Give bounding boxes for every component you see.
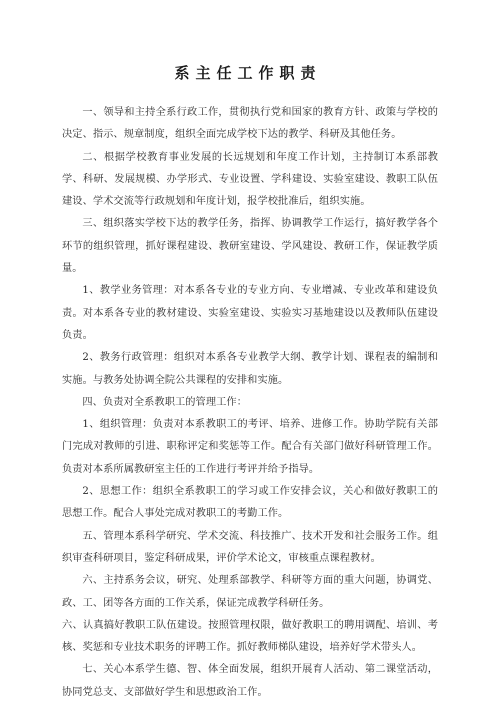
paragraph-5: 2、教务行政管理：组织对本系各专业教学大纲、教学计划、课程表的编制和实施。与教务处协调全院公共课程的安排和实施。 (62, 352, 438, 386)
paragraph-2: 二、根据学校教育事业发展的长远规划和年度工作计划，主持制订本系部教学、科研、发展规模、办学形式、专业设置、学科建设、实验室建设、教职工队伍建设、学术交流等行政规划和年度计划，报学校批准后，组织实施。 (62, 151, 438, 208)
paragraph-7: 1、组织管理：负责对本系教职工的考评、培养、进修工作。协助学院有关部门完成对教师的引进、职称评定和奖惩等工作。配合有关部门做好科研管理工作。负责对本系所属教研室主任的工作进行考评并给予指导。 (62, 419, 438, 475)
paragraph-9: 五、管理本系科学研究、学术交流、科技推广、技术开发和社会服务工作。组织审查科研项目，鉴定科研成果，评价学术论文，审核重点课程教材。 (62, 530, 438, 564)
paragraph-8: 2、思想工作：组织全系教职工的学习或工作安排会议，关心和做好教职工的思想工作。配合人事处完成对教职工的考勤工作。 (62, 486, 438, 520)
paragraph-3: 三、组织落实学校下达的教学任务，指挥、协调教学工作运行，搞好教学各个环节的组织管理，抓好课程建设、教研室建设、学风建设、教研工作，保证教学质量。 (62, 218, 438, 275)
paragraph-11: 六、认真搞好教职工队伍建设。按照管理权限，做好教职工的聘用调配、培训、考核、奖惩和专业技术职务的评聘工作。抓好教师梯队建设，培养好学术带头人。 (62, 619, 438, 654)
paragraph-4: 1、教学业务管理：对本系各专业的专业方向、专业增减、专业改革和建设负责。对本系各专业的教材建设、实验室建设、实验实习基地建设以及教师队伍建设负责。 (62, 285, 438, 341)
document-title: 系主任工作职责 (174, 64, 322, 82)
paragraph-12: 七、关心本系学生德、智、体全面发展，组织开展育人活动、第二课堂活动，协同党总支、支部做好学生和思想政治工作。 (62, 664, 438, 698)
document-body (62, 102, 438, 704)
paragraph-1: 一、领导和主持全系行政工作，贯彻执行党和国家的教育方针、政策与学校的决定、指示、规章制度，组织全面完成学校下达的教学、科研及其他任务。 (62, 107, 438, 141)
paragraph-10: 六、主持系务会议，研究、处理系部教学、科研等方面的重大问题，协调党、政、工、团等各方面的工作关系，保证完成教学科研任务。 (62, 575, 438, 609)
paragraph-6: 四、负责对全系教职工的管理工作： (82, 396, 247, 408)
